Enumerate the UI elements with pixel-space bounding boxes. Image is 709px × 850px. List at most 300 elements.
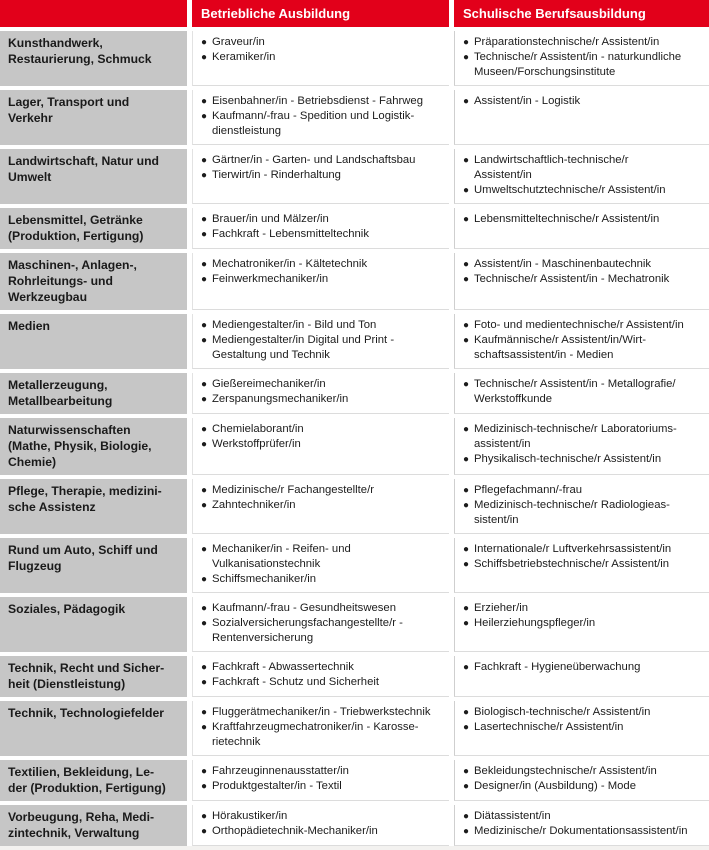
category-line: Werkzeugbau (8, 290, 88, 304)
item-line: Präparationstechnische/r Assistent/in (474, 36, 660, 48)
item-lines (212, 572, 316, 587)
item-line: Technische/r Assistent/in - Mechatronik (474, 273, 670, 285)
item-line: Vulkanisationstechnik (212, 558, 321, 570)
item-lines (212, 764, 349, 779)
betrieblich-cell (192, 149, 449, 204)
schulisch-cell (454, 253, 709, 310)
category-line: Vorbeugung, Reha, Medi- (8, 810, 155, 824)
schulisch-cell (454, 149, 709, 204)
item-line: Medizinisch-technische/r Laboratoriums- (474, 423, 677, 435)
training-item (463, 824, 703, 839)
bullet-icon: ● (201, 618, 208, 629)
training-item (201, 392, 443, 407)
training-item (201, 35, 443, 50)
bullet-icon: ● (463, 500, 470, 511)
bullet-icon: ● (463, 662, 470, 673)
item-lines (212, 168, 341, 183)
category-line: Technik, Technologiefelder (8, 706, 164, 720)
item-line: Erzieher/in (474, 602, 528, 614)
schulisch-cell (454, 538, 709, 593)
category-line: Medien (8, 319, 50, 333)
category-cell (0, 538, 187, 593)
item-lines (474, 183, 666, 198)
training-item (201, 483, 443, 498)
training-item (201, 109, 443, 139)
item-line: Kraftfahrzeugmechatroniker/in - Karosse- (212, 721, 419, 733)
item-line: Fachkraft - Schutz und Sicherheit (212, 676, 380, 688)
item-line: Keramiker/in (212, 51, 276, 63)
bullet-icon: ● (201, 335, 208, 346)
item-line: Schiffsbetriebstechnische/r Assistent/in (474, 558, 670, 570)
item-line: Gestaltung und Technik (212, 349, 330, 361)
item-line: Internationale/r Luftverkehrsassistent/in (474, 543, 672, 555)
bullet-icon: ● (201, 155, 208, 166)
item-line: Sozialversicherungsfachangestellte/r - (212, 617, 403, 629)
item-lines (474, 764, 657, 779)
training-item (463, 94, 703, 109)
bullet-icon: ● (201, 707, 208, 718)
category-line: der (Produktion, Fertigung) (8, 781, 166, 795)
item-lines (474, 601, 528, 616)
training-item (201, 333, 443, 363)
category-cell (0, 373, 187, 414)
item-lines (212, 498, 296, 513)
item-lines (212, 272, 328, 287)
item-lines (212, 542, 351, 572)
betrieblich-cell (192, 597, 449, 652)
item-line: Graveur/in (212, 36, 265, 48)
item-line: assistent/in (474, 438, 531, 450)
betrieblich-cell (192, 760, 449, 801)
item-lines (474, 318, 684, 333)
item-line: Schiffsmechaniker/in (212, 573, 317, 585)
item-lines (212, 392, 348, 407)
item-line: Kaufmännische/r Assistent/in/Wirt- (474, 334, 647, 346)
item-lines (212, 483, 374, 498)
schulisch-cell (454, 479, 709, 534)
item-line: Technische/r Assistent/in - Metallografie/ (474, 378, 676, 390)
bullet-icon: ● (463, 781, 470, 792)
category-line: zintechnik, Verwaltung (8, 826, 140, 840)
category-line: Lager, Transport und (8, 95, 130, 109)
bullet-icon: ● (463, 618, 470, 629)
item-line: Fachkraft - Hygieneüberwachung (474, 661, 641, 673)
training-item (201, 764, 443, 779)
item-line: Chemielaborant/in (212, 423, 304, 435)
category-line: sche Assistenz (8, 500, 96, 514)
training-item (463, 660, 703, 675)
bullet-icon: ● (201, 677, 208, 688)
betrieblich-cell (192, 805, 449, 846)
item-line: Physikalisch-technische/r Assistent/in (474, 453, 662, 465)
item-lines (212, 660, 354, 675)
item-lines (474, 616, 595, 631)
category-cell (0, 701, 187, 756)
item-line: Gärtner/in - Garten- und Landschaftsbau (212, 154, 416, 166)
bullet-icon: ● (201, 52, 208, 63)
item-line: Hörakustiker/in (212, 810, 288, 822)
item-lines (212, 318, 376, 333)
betrieblich-cell (192, 90, 449, 145)
bullet-icon: ● (201, 574, 208, 585)
training-item (201, 437, 443, 452)
bullet-icon: ● (463, 335, 470, 346)
training-item (201, 498, 443, 513)
training-item (463, 272, 703, 287)
item-lines (212, 94, 423, 109)
item-line: Lebensmitteltechnische/r Assistent/in (474, 213, 660, 225)
item-lines (212, 333, 394, 363)
header-cell-schulische-berufsausbildung: Schulische Berufsausbildung (454, 0, 709, 27)
betrieblich-cell (192, 314, 449, 369)
training-item (201, 50, 443, 65)
item-lines (212, 437, 301, 452)
category-line: Technik, Recht und Sicher- (8, 661, 165, 675)
category-cell (0, 597, 187, 652)
category-cell (0, 418, 187, 475)
item-line: Produktgestalter/in - Textil (212, 780, 342, 792)
training-item (201, 377, 443, 392)
item-line: Mechatroniker/in - Kältetechnik (212, 258, 368, 270)
training-item (463, 35, 703, 50)
bullet-icon: ● (463, 320, 470, 331)
bullet-icon: ● (201, 320, 208, 331)
training-item (201, 153, 443, 168)
schulisch-cell (454, 314, 709, 369)
bullet-icon: ● (463, 722, 470, 733)
item-lines (474, 153, 628, 183)
training-item (463, 452, 703, 467)
item-line: Museen/Forschungsinstitute (474, 66, 616, 78)
item-line: Zahntechniker/in (212, 499, 296, 511)
item-line: Umweltschutztechnische/r Assistent/in (474, 184, 666, 196)
bullet-icon: ● (201, 424, 208, 435)
item-line: Gießereimechaniker/in (212, 378, 326, 390)
item-line: Assistent/in - Logistik (474, 95, 581, 107)
category-line: Maschinen-, Anlagen-, (8, 258, 137, 272)
training-item (201, 168, 443, 183)
category-cell (0, 314, 187, 369)
item-line: Werkstoffprüfer/in (212, 438, 301, 450)
bullet-icon: ● (201, 603, 208, 614)
item-lines (212, 212, 329, 227)
schulisch-cell (454, 31, 709, 86)
category-line: Flugzeug (8, 559, 62, 573)
training-item (201, 572, 443, 587)
training-item (201, 94, 443, 109)
training-item (201, 272, 443, 287)
bullet-icon: ● (463, 424, 470, 435)
item-lines (212, 779, 342, 794)
training-item (463, 542, 703, 557)
training-item (463, 257, 703, 272)
item-lines (474, 542, 671, 557)
item-line: Lasertechnische/r Assistent/in (474, 721, 624, 733)
item-lines (212, 50, 275, 65)
item-line: Heilerziehungspfleger/in (474, 617, 596, 629)
category-line: Metallbearbeitung (8, 394, 113, 408)
item-line: Mediengestalter/in Digital und Print - (212, 334, 395, 346)
schulisch-cell (454, 90, 709, 145)
item-lines (212, 35, 265, 50)
bullet-icon: ● (201, 170, 208, 181)
item-line: Kaufmann/-frau - Gesundheitswesen (212, 602, 396, 614)
training-item (463, 764, 703, 779)
training-item (463, 809, 703, 824)
training-item (201, 616, 443, 646)
item-lines (212, 153, 415, 168)
bullet-icon: ● (201, 229, 208, 240)
betrieblich-cell (192, 479, 449, 534)
training-item (463, 183, 703, 198)
category-line: Restaurierung, Schmuck (8, 52, 152, 66)
bullet-icon: ● (201, 111, 208, 122)
header-cell-betriebliche-ausbildung: Betriebliche Ausbildung (192, 0, 449, 27)
item-lines (474, 50, 681, 80)
betrieblich-cell (192, 253, 449, 310)
item-lines (212, 675, 379, 690)
category-cell (0, 805, 187, 846)
category-line: Rohrleitungs- und (8, 274, 113, 288)
betrieblich-cell (192, 373, 449, 414)
bullet-icon: ● (463, 485, 470, 496)
bullet-icon: ● (201, 394, 208, 405)
bullet-icon: ● (201, 37, 208, 48)
bullet-icon: ● (201, 722, 208, 733)
item-lines (474, 257, 651, 272)
item-line: rietechnik (212, 736, 261, 748)
item-line: Tierwirt/in - Rinderhaltung (212, 169, 341, 181)
header-cell-category (0, 0, 187, 27)
bullet-icon: ● (201, 214, 208, 225)
bullet-icon: ● (201, 439, 208, 450)
item-lines (212, 616, 403, 646)
training-item (201, 824, 443, 839)
bullet-icon: ● (463, 559, 470, 570)
bullet-icon: ● (463, 454, 470, 465)
bullet-icon: ● (201, 811, 208, 822)
training-item (463, 601, 703, 616)
bullet-icon: ● (463, 96, 470, 107)
category-line: Landwirtschaft, Natur und (8, 154, 159, 168)
bullet-icon: ● (201, 662, 208, 673)
training-item (463, 498, 703, 528)
bullet-icon: ● (463, 259, 470, 270)
bullet-icon: ● (463, 826, 470, 837)
bullet-icon: ● (201, 96, 208, 107)
item-lines (212, 824, 378, 839)
item-line: Fahrzeuginnenausstatter/in (212, 765, 349, 777)
item-line: Medizinische/r Dokumentationsassistent/in (474, 825, 688, 837)
category-line: Umwelt (8, 170, 52, 184)
item-line: schaftsassistent/in - Medien (474, 349, 614, 361)
training-item (463, 318, 703, 333)
betrieblich-cell (192, 538, 449, 593)
schulisch-cell (454, 805, 709, 846)
training-item (201, 542, 443, 572)
schulisch-cell (454, 701, 709, 756)
training-item (463, 153, 703, 183)
item-lines (212, 227, 369, 242)
item-line: Mechaniker/in - Reifen- und (212, 543, 351, 555)
item-line: Medizinische/r Fachangestellte/r (212, 484, 374, 496)
training-item (463, 705, 703, 720)
item-line: Designer/in (Ausbildung) - Mode (474, 780, 637, 792)
training-item (463, 50, 703, 80)
bullet-icon: ● (201, 781, 208, 792)
bullet-icon: ● (463, 811, 470, 822)
item-lines (474, 720, 623, 735)
category-cell (0, 253, 187, 310)
category-cell (0, 760, 187, 801)
betrieblich-cell (192, 656, 449, 697)
training-item (201, 779, 443, 794)
bullet-icon: ● (463, 185, 470, 196)
item-lines (474, 452, 661, 467)
item-lines (212, 705, 431, 720)
training-item (463, 720, 703, 735)
item-line: Mediengestalter/in - Bild und Ton (212, 319, 377, 331)
item-lines (212, 109, 414, 139)
schulisch-cell (454, 656, 709, 697)
bullet-icon: ● (463, 379, 470, 390)
item-lines (474, 272, 669, 287)
item-line: Rentenversicherung (212, 632, 314, 644)
item-line: Fachkraft - Lebensmitteltechnik (212, 228, 369, 240)
schulisch-cell (454, 760, 709, 801)
bullet-icon: ● (463, 544, 470, 555)
training-item (201, 720, 443, 750)
schulisch-cell (454, 208, 709, 249)
betrieblich-cell (192, 208, 449, 249)
item-lines (474, 377, 676, 407)
training-item (201, 318, 443, 333)
category-line: Lebensmittel, Getränke (8, 213, 143, 227)
item-lines (474, 660, 640, 675)
item-lines (474, 333, 646, 363)
betrieblich-cell (192, 31, 449, 86)
bullet-icon: ● (463, 37, 470, 48)
category-line: Verkehr (8, 111, 53, 125)
training-item (463, 779, 703, 794)
bullet-icon: ● (463, 766, 470, 777)
bullet-icon: ● (463, 274, 470, 285)
item-lines (474, 35, 659, 50)
item-lines (212, 601, 396, 616)
category-cell (0, 31, 187, 86)
training-item (201, 705, 443, 720)
item-line: Pflegefachmann/-frau (474, 484, 583, 496)
item-lines (474, 779, 636, 794)
item-lines (474, 422, 677, 452)
item-lines (212, 257, 367, 272)
item-line: Diätassistent/in (474, 810, 551, 822)
bullet-icon: ● (201, 485, 208, 496)
category-line: (Mathe, Physik, Biologie, (8, 439, 152, 453)
category-cell (0, 208, 187, 249)
category-line: Rund um Auto, Schiff und (8, 543, 158, 557)
training-item (463, 212, 703, 227)
category-cell (0, 90, 187, 145)
bullet-icon: ● (201, 379, 208, 390)
category-cell (0, 479, 187, 534)
item-line: Fluggerätmechaniker/in - Triebwerkstechnik (212, 706, 431, 718)
category-line: Textilien, Bekleidung, Le- (8, 765, 155, 779)
item-lines (474, 498, 670, 528)
item-line: Eisenbahner/in - Betriebsdienst - Fahrweg (212, 95, 423, 107)
training-item (201, 422, 443, 437)
bullet-icon: ● (463, 707, 470, 718)
training-item (463, 483, 703, 498)
training-item (201, 601, 443, 616)
category-line: Kunsthandwerk, (8, 36, 103, 50)
bullet-icon: ● (201, 274, 208, 285)
item-line: Bekleidungstechnische/r Assistent/in (474, 765, 657, 777)
training-item (201, 227, 443, 242)
bullet-icon: ● (463, 52, 470, 63)
item-line: Orthopädietechnik-Mechaniker/in (212, 825, 378, 837)
schulisch-cell (454, 418, 709, 475)
category-line: Metallerzeugung, (8, 378, 108, 392)
item-line: dienstleistung (212, 125, 282, 137)
item-line: Landwirtschaftlich-technische/r (474, 154, 629, 166)
bullet-icon: ● (201, 826, 208, 837)
category-line: heit (Dienstleistung) (8, 677, 126, 691)
item-lines (474, 557, 669, 572)
bullet-icon: ● (201, 544, 208, 555)
training-item (463, 422, 703, 452)
item-line: Fachkraft - Abwassertechnik (212, 661, 354, 673)
category-line: Chemie) (8, 455, 57, 469)
item-lines (474, 94, 580, 109)
category-cell (0, 656, 187, 697)
item-line: Foto- und medientechnische/r Assistent/in (474, 319, 684, 331)
training-item (201, 809, 443, 824)
item-line: Werkstoffkunde (474, 393, 553, 405)
item-lines (474, 212, 659, 227)
category-cell (0, 149, 187, 204)
bullet-icon: ● (201, 259, 208, 270)
training-item (201, 675, 443, 690)
bullet-icon: ● (463, 603, 470, 614)
training-item (201, 257, 443, 272)
item-lines (212, 720, 419, 750)
item-line: Assistent/in - Maschinenbautechnik (474, 258, 652, 270)
item-line: sistent/in (474, 514, 519, 526)
item-lines (212, 809, 287, 824)
item-lines (212, 377, 326, 392)
item-lines (474, 705, 650, 720)
item-line: Technische/r Assistent/in - naturkundliche (474, 51, 682, 63)
item-line: Biologisch-technische/r Assistent/in (474, 706, 651, 718)
item-lines (474, 809, 551, 824)
item-line: Medizinisch-technische/r Radiologieas- (474, 499, 670, 511)
training-item (201, 660, 443, 675)
training-item (201, 212, 443, 227)
category-line: (Produktion, Fertigung) (8, 229, 144, 243)
category-line: Naturwissenschaften (8, 423, 131, 437)
bullet-icon: ● (463, 214, 470, 225)
item-line: Brauer/in und Mälzer/in (212, 213, 329, 225)
item-line: Kaufmann/-frau - Spedition und Logistik- (212, 110, 415, 122)
item-lines (212, 422, 304, 437)
category-line: Pflege, Therapie, medizini- (8, 484, 162, 498)
training-item (463, 616, 703, 631)
training-item (463, 557, 703, 572)
betrieblich-cell (192, 701, 449, 756)
bullet-icon: ● (201, 766, 208, 777)
schulisch-cell (454, 373, 709, 414)
